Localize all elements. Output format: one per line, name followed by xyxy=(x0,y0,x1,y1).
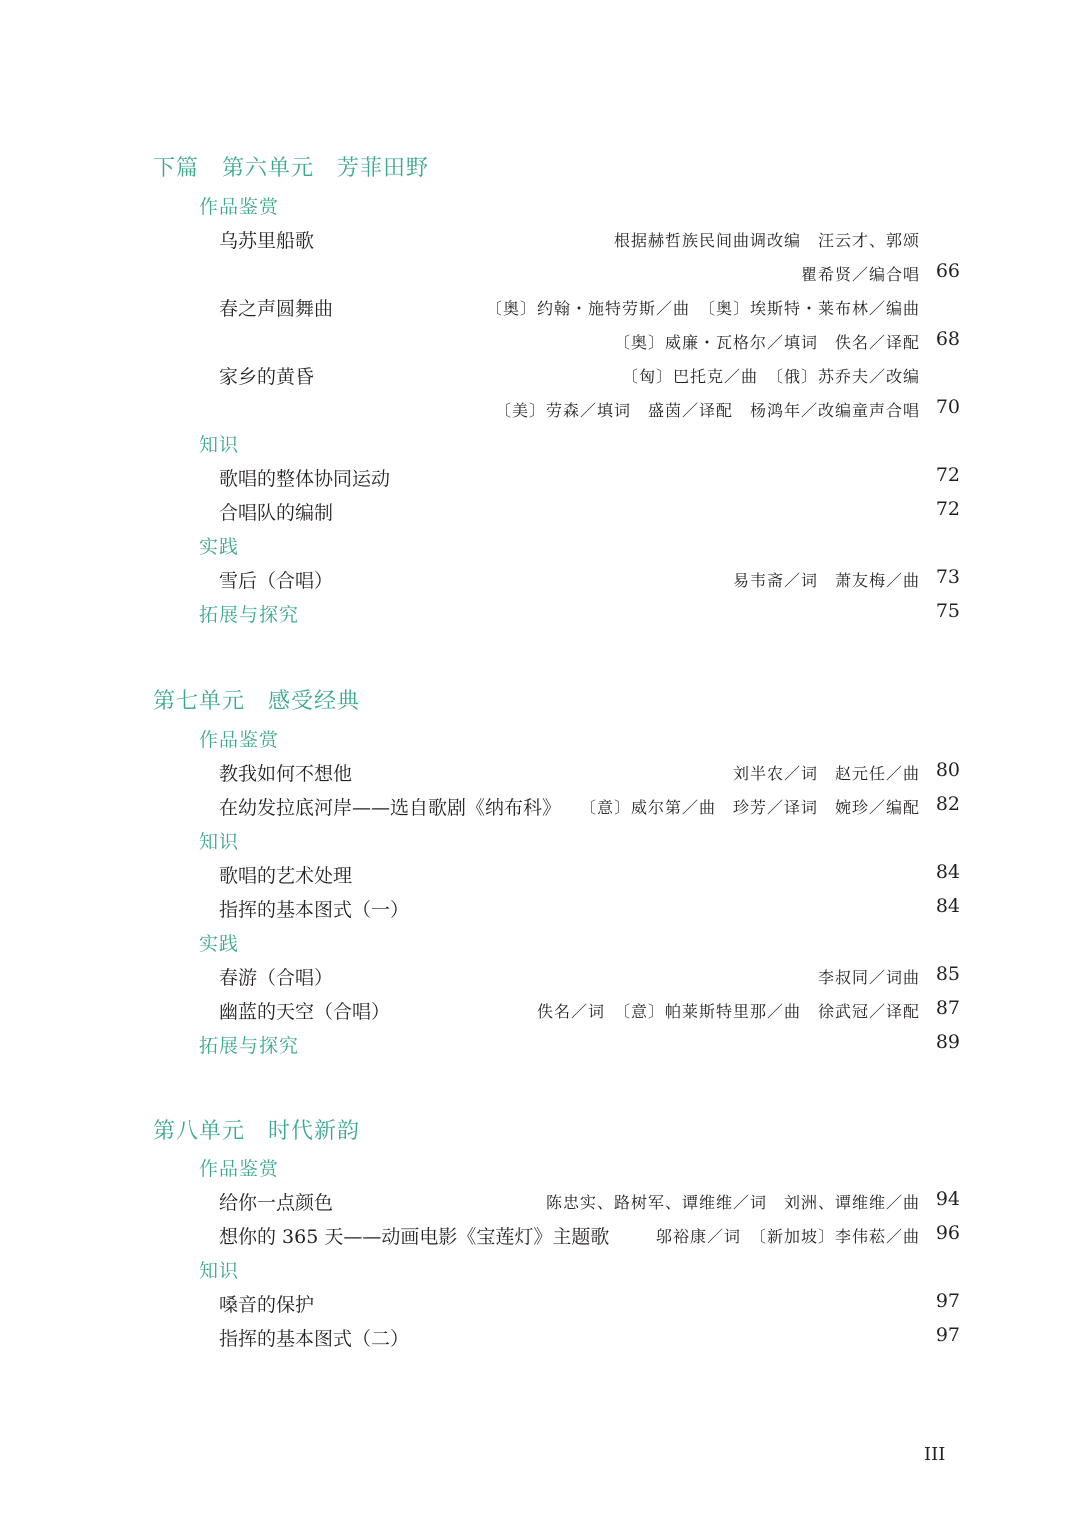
entry-title: 指挥的基本图式（一） xyxy=(219,899,410,921)
entry-title: 歌唱的整体协同运动 xyxy=(219,468,391,490)
section-label: 实践 xyxy=(199,933,240,955)
entry-credit: 邬裕康／词 〔新加坡〕李伟菘／曲 xyxy=(655,1227,920,1246)
unit-heading: 第八单元 时代新韵 xyxy=(153,1119,361,1144)
entry-title: 乌苏里船歌 xyxy=(219,230,315,252)
entry-title: 指挥的基本图式（二） xyxy=(219,1328,410,1350)
entry-page-number: 73 xyxy=(935,566,960,588)
entry-credit: 〔美〕劳森／填词 盛茵／译配 杨鸿年／改编童声合唱 xyxy=(494,401,920,420)
entry-credit: 瞿希贤／编合唱 xyxy=(800,265,920,284)
section-label: 实践 xyxy=(199,536,240,558)
entry-page-number: 80 xyxy=(935,759,960,781)
entry-page-number: 97 xyxy=(935,1324,960,1346)
entry-title: 合唱队的编制 xyxy=(219,502,334,524)
entry-page-number: 89 xyxy=(935,1031,960,1053)
entry-page-number: 84 xyxy=(935,895,960,917)
entry-title: 教我如何不想他 xyxy=(219,763,353,785)
entry-title: 幽蓝的天空（合唱） xyxy=(219,1001,391,1023)
section-label: 知识 xyxy=(199,434,240,456)
entry-page-number: 85 xyxy=(935,963,960,985)
entry-title: 春之声圆舞曲 xyxy=(219,298,334,320)
entry-page-number: 72 xyxy=(935,498,960,520)
section-label: 拓展与探究 xyxy=(199,1035,300,1057)
entry-title: 给你一点颜色 xyxy=(219,1192,334,1214)
entry-credit: 佚名／词 〔意〕帕莱斯特里那／曲 徐武冠／译配 xyxy=(536,1002,920,1021)
entry-page-number: 68 xyxy=(935,328,960,350)
entry-title: 在幼发拉底河岸——选自歌剧《纳布科》 xyxy=(219,797,562,819)
entry-page-number: 70 xyxy=(935,396,960,418)
entry-page-number: 96 xyxy=(935,1222,960,1244)
entry-title: 歌唱的艺术处理 xyxy=(219,865,353,887)
section-label: 知识 xyxy=(199,1260,240,1282)
entry-credit: 易韦斋／词 萧友梅／曲 xyxy=(732,571,920,590)
entry-page-number: 84 xyxy=(935,861,960,883)
entry-title: 想你的 365 天——动画电影《宝莲灯》主题歌 xyxy=(219,1226,610,1248)
entry-page-number: 87 xyxy=(935,997,960,1019)
section-label: 作品鉴赏 xyxy=(199,196,280,218)
section-label: 作品鉴赏 xyxy=(199,729,280,751)
entry-title: 春游（合唱） xyxy=(219,967,334,989)
entry-credit: 〔奥〕威廉・瓦格尔／填词 佚名／译配 xyxy=(613,333,920,352)
entry-title: 雪后（合唱） xyxy=(219,570,334,592)
entry-page-number: 94 xyxy=(935,1188,960,1210)
entry-credit: 〔意〕威尔第／曲 珍芳／译词 婉珍／编配 xyxy=(579,798,920,817)
unit-heading: 第七单元 感受经典 xyxy=(153,689,361,714)
section-label: 拓展与探究 xyxy=(199,604,300,626)
entry-page-number: 66 xyxy=(935,260,960,282)
entry-credit: 陈忠实、路树军、谭维维／词 刘洲、谭维维／曲 xyxy=(545,1193,920,1212)
unit-heading: 下篇 第六单元 芳菲田野 xyxy=(153,156,430,181)
entry-credit: 〔匈〕巴托克／曲 〔俄〕苏乔夫／改编 xyxy=(621,367,920,386)
entry-credit: 刘半农／词 赵元任／曲 xyxy=(732,764,920,783)
entry-page-number: 82 xyxy=(935,793,960,815)
entry-title: 家乡的黄昏 xyxy=(219,366,315,388)
entry-credit: 〔奥〕约翰・施特劳斯／曲 〔奥〕埃斯特・莱布林／编曲 xyxy=(485,299,920,318)
entry-page-number: 75 xyxy=(935,600,960,622)
entry-page-number: 72 xyxy=(935,464,960,486)
section-label: 知识 xyxy=(199,831,240,853)
page-number: III xyxy=(924,1444,946,1465)
entry-credit: 李叔同／词曲 xyxy=(817,968,920,987)
entry-title: 嗓音的保护 xyxy=(219,1294,315,1316)
entry-page-number: 97 xyxy=(935,1290,960,1312)
section-label: 作品鉴赏 xyxy=(199,1158,280,1180)
entry-credit: 根据赫哲族民间曲调改编 汪云才、郭颂 xyxy=(613,231,920,250)
